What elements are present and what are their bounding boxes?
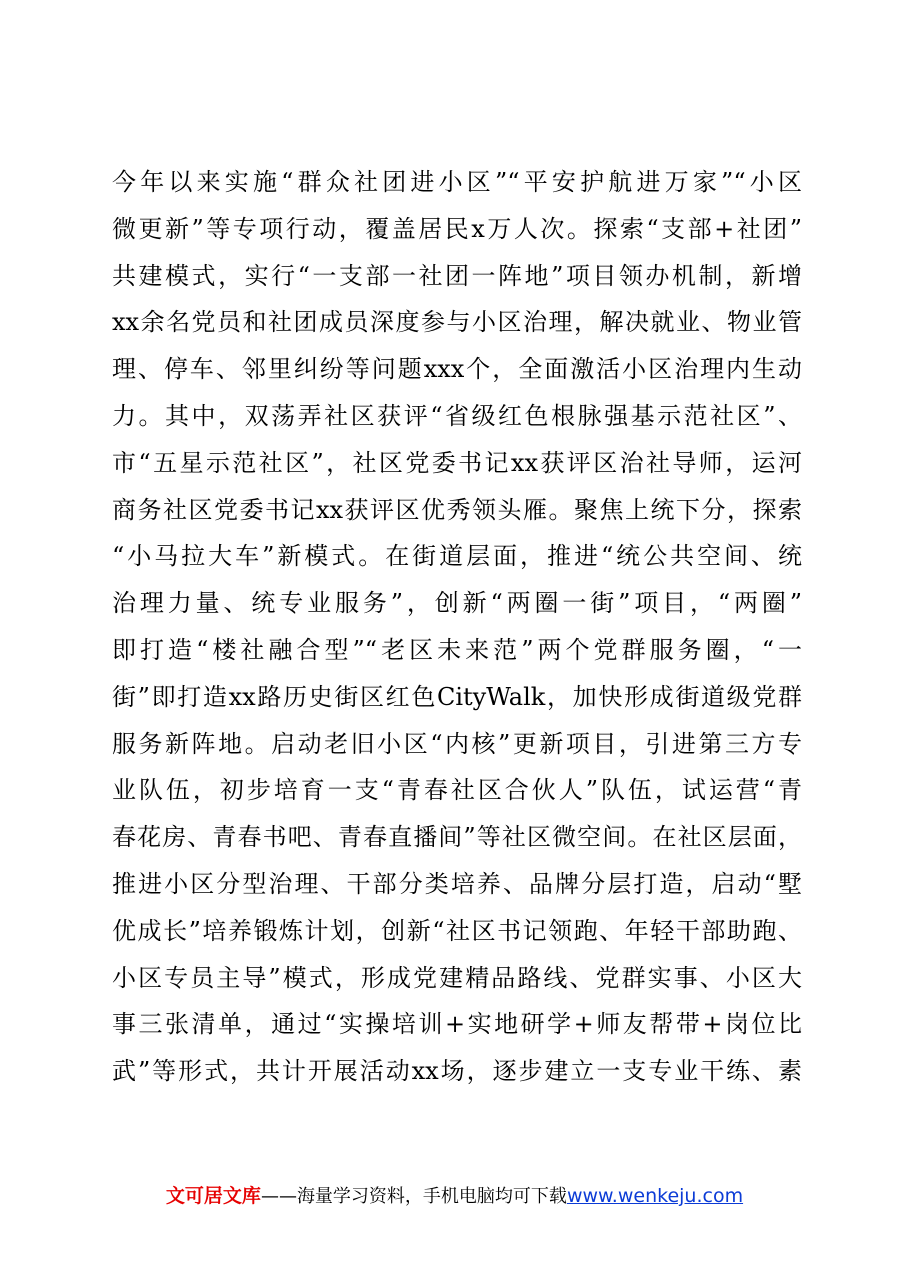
text-line: 街”即打造xx路历史街区红色CityWalk，加快形成街道级党群 <box>112 682 802 711</box>
footer-brand: 文可居文库 <box>165 1185 261 1207</box>
text-line: 春花房、青春书吧、青春直播间”等社区微空间。在社区层面， <box>112 823 802 852</box>
text-line: 优成长”培养锻炼计划，创新“社区书记领跑、年轻干部助跑、 <box>112 916 802 945</box>
text-line: 即打造“楼社融合型”“老区未来范”两个党群服务圈，“一 <box>112 635 802 664</box>
text-line: 理、停车、邻里纠纷等问题xxx个，全面激活小区治理内生动 <box>112 355 802 384</box>
text-line: 事三张清单，通过“实操培训+实地研学+师友帮带+岗位比 <box>112 1010 802 1039</box>
text-line: 推进小区分型治理、干部分类培养、品牌分层打造，启动“墅 <box>112 869 802 898</box>
text-line: 业队伍，初步培育一支“青春社区合伙人”队伍，试运营“青 <box>112 776 802 805</box>
text-line: 市“五星示范社区”，社区党委书记xx获评区治社导师，运河 <box>112 448 802 477</box>
page-footer <box>0 1182 909 1211</box>
footer-tagline: ——海量学习资料，手机电脑均可下载 <box>260 1186 567 1207</box>
text-line: 治理力量、统专业服务”，创新“两圈一街”项目，“两圈” <box>112 589 802 618</box>
text-line: 共建模式，实行“一支部一社团一阵地”项目领办机制，新增 <box>112 261 802 290</box>
text-line: 小区专员主导”模式，形成党建精品路线、党群实事、小区大 <box>112 963 802 992</box>
text-line: 微更新”等专项行动，覆盖居民x万人次。探索“支部+社团” <box>112 214 802 243</box>
text-line: 武”等形式，共计开展活动xx场，逐步建立一支专业干练、素 <box>112 1057 802 1086</box>
text-line: 商务社区党委书记xx获评区优秀领头雁。聚焦上统下分，探索 <box>112 495 802 524</box>
text-line: “小马拉大车”新模式。在街道层面，推进“统公共空间、统 <box>112 542 802 571</box>
text-line: xx余名党员和社团成员深度参与小区治理，解决就业、物业管 <box>112 308 802 337</box>
text-line: 力。其中，双荡弄社区获评“省级红色根脉强基示范社区”、 <box>112 401 802 430</box>
text-line: 今年以来实施“群众社团进小区”“平安护航进万家”“小区 <box>112 168 802 196</box>
footer-website-link[interactable]: www.wenkeju.com <box>566 1185 744 1207</box>
text-line: 服务新阵地。启动老旧小区“内核”更新项目，引进第三方专 <box>112 729 802 758</box>
body-paragraph <box>112 159 802 1095</box>
